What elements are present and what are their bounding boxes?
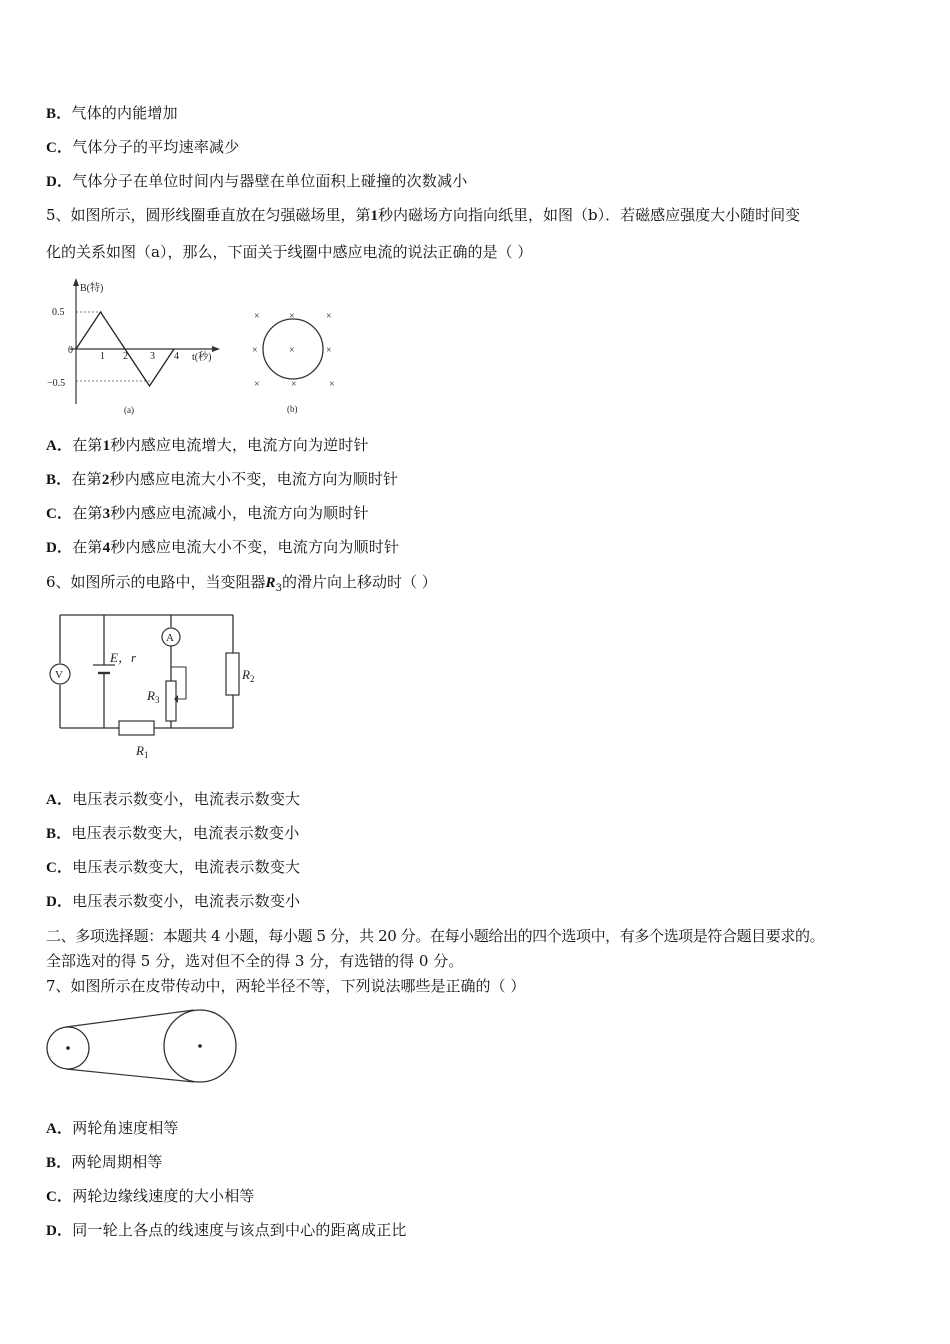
field-mark: × — [329, 379, 335, 390]
q6-option-b: B．电压表示数变大，电流表示数变小 — [46, 824, 300, 842]
q5-option-a: A．在第1秒内感应电流增大，电流方向为逆时针 — [46, 436, 369, 454]
x-axis-arrow — [212, 346, 220, 352]
field-mark: × — [289, 311, 295, 322]
x-tick-3: 3 — [150, 351, 155, 362]
q7-belt-figure — [44, 1006, 244, 1086]
q7-option-c: C．两轮边缘线速度的大小相等 — [46, 1187, 255, 1205]
q7-option-a: A．两轮角速度相等 — [46, 1119, 179, 1137]
x-tick-2: 2 — [123, 351, 128, 362]
q7-option-b: B．两轮周期相等 — [46, 1153, 163, 1171]
r1-resistor — [119, 721, 154, 735]
small-pulley-center — [66, 1046, 70, 1050]
q7-stem: 7、如图所示在皮带传动中，两轮半径不等，下列说法哪些是正确的（ ） — [46, 977, 526, 995]
q6-option-d: D．电压表示数变小，电流表示数变小 — [46, 892, 301, 910]
y-tick-0: 0 — [68, 345, 73, 356]
x-axis-label: t(秒) — [192, 352, 212, 363]
field-mark: × — [326, 345, 332, 356]
field-b-caption: (b) — [287, 404, 298, 414]
q6-option-a: A．电压表示数变小，电流表示数变大 — [46, 790, 301, 808]
q6-stem: 6、如图所示的电路中，当变阻器$R_3$的滑片向上移动时（ ） — [46, 573, 437, 594]
field-mark: × — [254, 311, 260, 322]
ammeter-label: A — [166, 632, 174, 644]
prev-option-b: B．气体的内能增加 — [46, 104, 178, 122]
q5-graph-a — [40, 276, 230, 421]
q5-option-d: D．在第4秒内感应电流大小不变，电流方向为顺时针 — [46, 538, 400, 556]
graph-a-caption: (a) — [124, 405, 134, 415]
y-tick-neg0.5: −0.5 — [47, 378, 66, 389]
q6-circuit — [44, 605, 274, 765]
field-mark: × — [291, 379, 297, 390]
y-axis-label: B(特) — [80, 283, 104, 294]
source-label: E，r — [110, 650, 137, 665]
prev-option-c: C．气体分子的平均速率减少 — [46, 138, 240, 156]
q7-option-d: D．同一轮上各点的线速度与该点到中心的距离成正比 — [46, 1221, 407, 1239]
q5-stem-line2: 化的关系如图（a），那么，下面关于线圈中感应电流的说法正确的是（ ） — [46, 243, 533, 261]
x-tick-4: 4 — [174, 351, 179, 362]
r2-resistor — [226, 653, 239, 695]
field-mark: × — [252, 345, 258, 356]
y-tick-0.5: 0.5 — [52, 307, 65, 318]
r3-resistor — [166, 681, 176, 721]
x-tick-1: 1 — [100, 351, 105, 362]
r2-label: $R_2$ — [242, 667, 255, 684]
q5-field-b — [245, 305, 345, 415]
large-pulley-center — [198, 1044, 202, 1048]
r3-label: $R_3$ — [147, 688, 160, 705]
q5-stem-line1: 5、如图所示，圆形线圈垂直放在匀强磁场里，第1秒内磁场方向指向纸里，如图（b）．若磁感应强度大小随时间变 — [46, 206, 801, 224]
q6-option-c: C．电压表示数变大，电流表示数变大 — [46, 858, 301, 876]
field-mark: × — [326, 311, 332, 322]
section2-header-line2: 全部选对的得 5 分，选对但不全的得 3 分，有选错的得 0 分。 — [46, 952, 464, 970]
voltmeter-label: V — [55, 669, 63, 681]
section2-header-line1: 二、多项选择题：本题共 4 小题，每小题 5 分，共 20 分。在每小题给出的四个选项中，有多个选项是符合题目要求的。 — [46, 927, 825, 945]
belt-top — [66, 1010, 194, 1027]
q5-option-c: C．在第3秒内感应电流减小，电流方向为顺时针 — [46, 504, 369, 522]
field-mark: × — [289, 345, 295, 356]
q5-option-b: B．在第2秒内感应电流大小不变，电流方向为顺时针 — [46, 470, 399, 488]
prev-option-d: D．气体分子在单位时间内与器壁在单位面积上碰撞的次数减小 — [46, 172, 468, 190]
r1-label: $R_1$ — [136, 743, 149, 760]
field-mark: × — [254, 379, 260, 390]
y-axis-arrow — [73, 278, 79, 286]
